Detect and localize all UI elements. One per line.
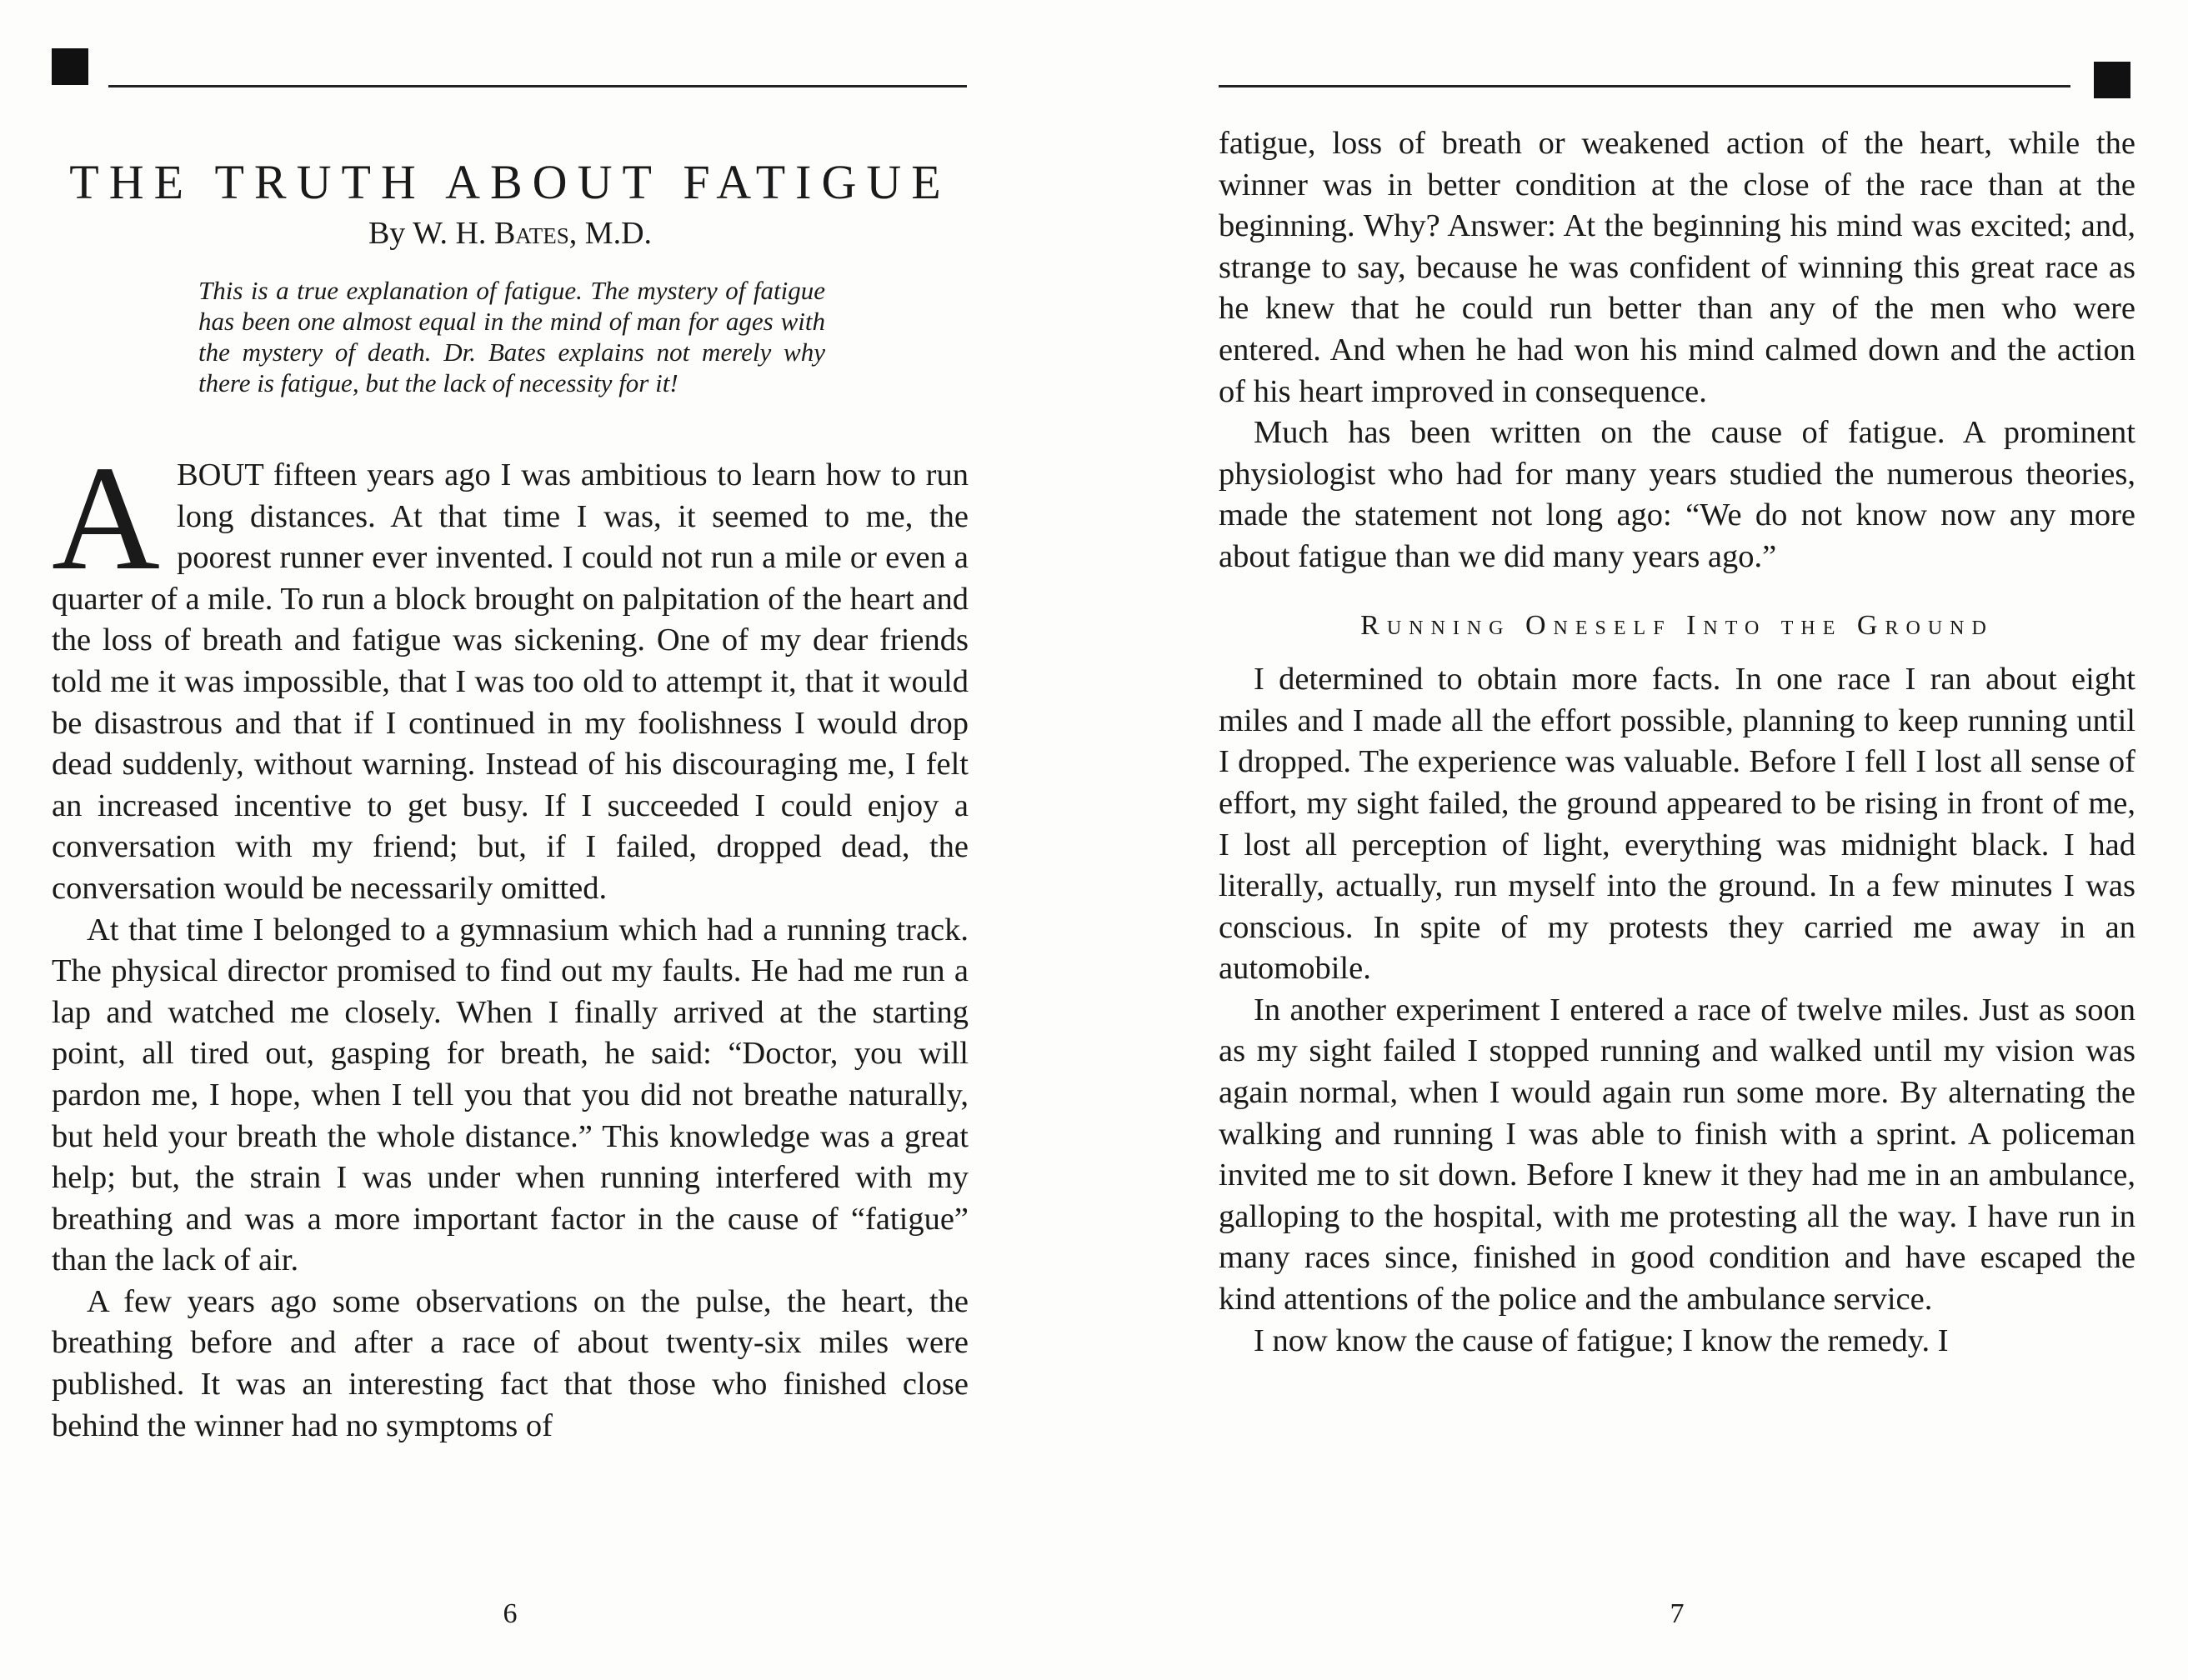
- byline-author: Bates: [493, 216, 569, 251]
- byline: [52, 215, 969, 252]
- body-text-left: [52, 435, 969, 1447]
- paragraph: At that time I belonged to a gymnasium which had a running track. The physical director promised to find out my faults. He had me run a lap and watched me closely. When I finally arrived at the starting point, all tired out, gasping for breath, he said: “Doctor, you will pardon me, I hope, when I tell you that you did not breathe naturally, but held your breath the whole distance.” This knowledge was a great help; but, the strain I was under when running interfered with my breathing and was a more important factor in the cause of “fatigue” than the lack of air.: [52, 912, 969, 1278]
- right-page: [1167, 0, 2188, 1680]
- paragraph: fatigue, loss of breath or weakened action of the heart, while the winner was in better condition at the close of the race than at the beginning. Why? Answer: At the beginning his mind was excited; and, strange to say, because he was confident of winning this great race as he knew that he could run better than any of the men who were entered. And when he had won his mind calmed down and the action of his heart improved in consequence.: [1219, 126, 2135, 409]
- paragraph: I now know the cause of fatigue; I know the remedy. I: [1254, 1322, 1949, 1358]
- page-number-left: 6: [503, 1598, 518, 1629]
- drop-cap: A: [52, 435, 160, 601]
- paragraph: [52, 435, 969, 910]
- header-rule-right: [1219, 85, 2070, 88]
- paragraph: A few years ago some observations on the pulse, the heart, the breathing before and after a race of about twenty-six miles were published. It was an interesting fact that those who finished close behind the winner had no symptoms of: [52, 1283, 969, 1443]
- article-title: THE TRUTH ABOUT FATIGUE: [69, 155, 951, 209]
- body-text-right: [1219, 123, 2135, 1362]
- left-page: [0, 0, 1017, 1680]
- paragraph: In another experiment I entered a race of twelve miles. Just as soon as my sight failed I stopped running and walked until my vision was again normal, when I would again run some more. By alternating the walking and running I was able to finish with a sprint. A policeman invited me to sit down. Before I knew it they had me in an ambulance, galloping to the hospital, with me protesting all the way. I have run in many races since, finished in good condition and have escaped the kind attentions of the police and the ambulance service.: [1219, 992, 2135, 1318]
- page-number-right: 7: [1670, 1598, 1685, 1629]
- byline-prefix: By W. H.: [368, 216, 494, 251]
- corner-marker-left: [52, 48, 88, 85]
- paragraph: Much has been written on the cause of fatigue. A prominent physiologist who had for many years studied the numerous theories, made the statement not long ago: “We do not know now any more about fatigue than we did many years ago.”: [1219, 415, 2135, 574]
- section-subhead: Running Oneself Into the Ground: [1360, 609, 1994, 641]
- header-rule-left: [108, 85, 967, 88]
- paragraph-text: BOUT fifteen years ago I was ambitious to learn how to run long distances. At that time I was, it seemed to me, the poorest runner ever invented. I could not run a mile or even a quarter of a mile. To run a block brought on palpitation of the heart and the loss of breath and fatigue was sickening. One of my dear friends told me it was impossible, that I was too old to attempt it, that it would be disastrous and that if I continued in my foolishness I would drop dead suddenly, without warning. Instead of his discouraging me, I felt an increased incentive to get busy. If I succeeded I could enjoy a conversation with my friend; but, if I failed, dropped dead, the conversation would be necessarily omitted.: [52, 458, 969, 906]
- article-intro: This is a true explanation of fatigue. The mystery of fatigue has been one almost equal in the mind of man for ages with the mystery of death. Dr. Bates explains not merely why there is fatigue, but the lack of necessity for it!: [198, 276, 825, 398]
- corner-marker-right: [2094, 62, 2130, 98]
- paragraph: I determined to obtain more facts. In one race I ran about eight miles and I made all the effort possible, planning to keep running until I dropped. The experience was valuable. Before I fell I lost all sense of effort, my sight failed, the ground appeared to be rising in front of me, I lost all perception of light, everything was midnight black. I had literally, actually, run myself into the ground. In a few minutes I was conscious. In spite of my protests they carried me away in an automobile.: [1219, 662, 2135, 987]
- byline-suffix: , M.D.: [568, 216, 653, 251]
